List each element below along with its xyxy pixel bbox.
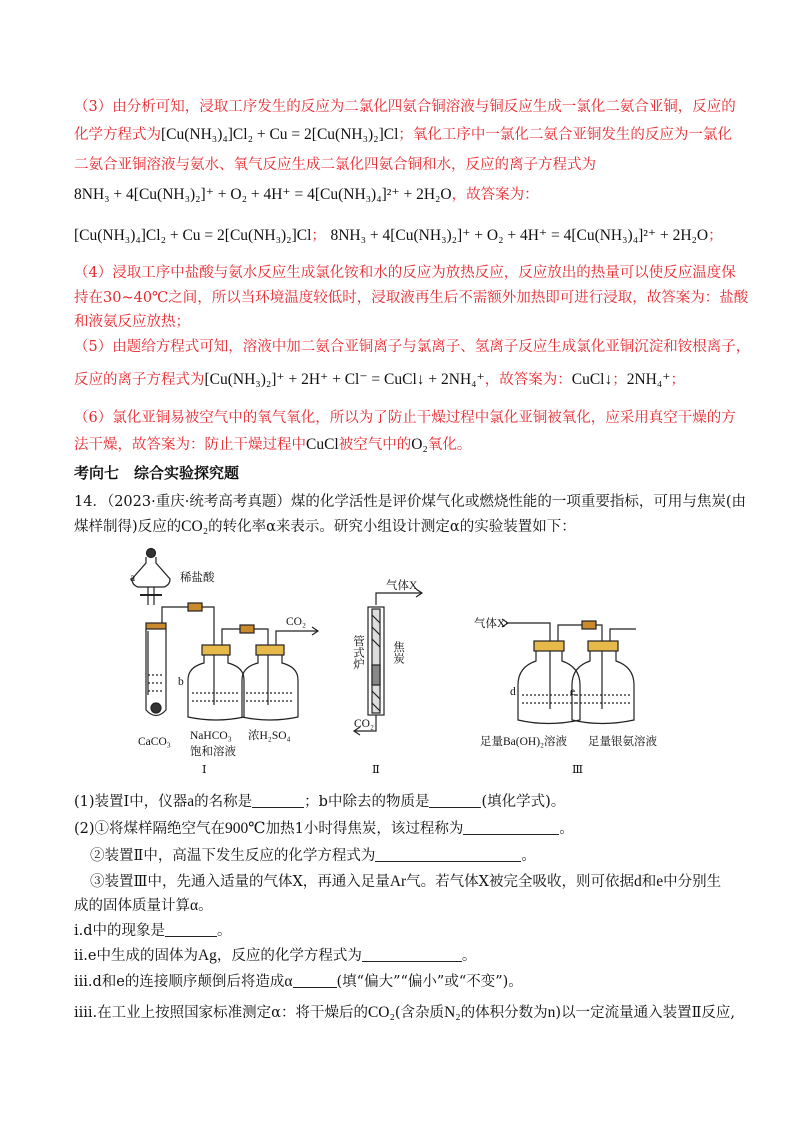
label-roman-2: Ⅱ [372, 764, 380, 776]
answer-p3-line4: 8NH₃ + 4[Cu(NH₃)₂]⁺ + O₂ + 4H⁺ = 4[Cu(NH₃)₄]²⁺ + 2H₂O，故答案为： [74, 186, 539, 203]
label-roman-3: Ⅲ [572, 764, 584, 776]
answer-blank-1[interactable] [252, 793, 304, 808]
label-d: d [510, 686, 516, 698]
answer-blank-3[interactable] [463, 820, 559, 835]
sub-question-2-3-cont: 成的固体质量计算α。 [74, 897, 213, 914]
sub-question-ii: ii.e中生成的固体为Ag，反应的化学方程式为 。 [74, 947, 477, 964]
label-saturated-solution: 饱和溶液 [190, 746, 236, 758]
label-roman-1: Ⅰ [202, 764, 207, 776]
answer-p6-line1: （6）氯化亚铜易被空气中的氧气氧化，所以为了防止干燥过程中氯化亚铜被氧化，应采用真空干燥的方 [74, 410, 736, 426]
sub-question-2-3: ③装置Ⅲ中，先通入适量的气体X，再通入足量Ar气。若气体X被完全吸收，则可依据d和e中分别生 [90, 873, 722, 890]
label-gas-x-in: 气体X [474, 618, 506, 630]
answer-p3-line5: [Cu(NH₃)₄]Cl₂ + Cu = 2[Cu(NH₃)₂]Cl； 8NH₃ + 4[Cu(NH₃)₂]⁺ + O₂ + 4H⁺ = 4[Cu(NH₃)₄]²⁺ + 2H₂O； [74, 227, 723, 244]
label-e: e [570, 686, 576, 698]
answer-p4-line3: 和液氨反应放热； [74, 314, 190, 330]
label-nahco3: NaHCO₃ [190, 730, 232, 742]
label-tube-furnace: 管式炉 [352, 635, 364, 670]
funnel-stopper-icon [147, 549, 156, 558]
answer-p4-line1: （4）浸取工序中盐酸与氨水反应生成氯化铵和水的反应为放热反应，反应放出的热量可以使反应温度保 [74, 265, 736, 281]
label-gas-x-out: 气体X [386, 580, 418, 592]
sub-question-i: i.d中的现象是 。 [74, 923, 232, 939]
label-conc-h2so4: 浓H₂SO₄ [248, 730, 291, 742]
question-line1: 14．（2023·重庆·统考高考真题）煤的化学活性是评价煤气化或燃烧性能的一项重要指标，可用与焦炭(由 [74, 494, 746, 510]
answer-p6-line2: 法干燥，故答案为：防止干燥过程中CuCl被空气中的O₂氧化。 [74, 436, 472, 453]
answer-blank-4[interactable] [375, 847, 521, 862]
apparatus-figure [118, 545, 657, 780]
answer-p5-line2: 反应的离子方程式为[Cu(NH₃)₂]⁺ + 2H⁺ + Cl⁻ = CuCl↓ + 2NH₄⁺，故答案为：CuCl↓；2NH₄⁺； [74, 371, 685, 388]
label-caco3: CaCO₃ [138, 736, 171, 748]
label-dilute-hcl: 稀盐酸 [180, 572, 215, 584]
question-line2: 煤样制得)反应的CO₂的转化率α来表示。研究小组设计测定α的实验装置如下： [74, 518, 576, 535]
answer-p3-line2: 化学方程式为[Cu(NH₃)₄]Cl₂ + Cu = 2[Cu(NH₃)₂]Cl；氧化工序中一氯化二氨合亚铜发生的反应为一氯化 [74, 126, 732, 143]
label-a: a [130, 572, 136, 584]
sub-question-2-1: (2)①将煤样隔绝空气在900℃加热1小时得焦炭，该过程称为 。 [74, 820, 574, 837]
section-heading: 考向七 综合实验探究题 [74, 464, 240, 482]
sub-question-iiii: iiii.在工业上按照国家标准测定α：将干燥后的CO₂(含杂质N₂的体积分数为n)以一定流量通入装置Ⅱ反应, [74, 1004, 736, 1021]
answer-p4-line2: 持在30~40℃之间，所以当环境温度较低时，浸取液再生后不需额外加热即可进行浸取，故答案为：盐酸 [74, 290, 749, 306]
answer-blank-7[interactable] [293, 973, 337, 988]
sub-question-2-2: ②装置Ⅱ中，高温下发生反应的化学方程式为 。 [90, 848, 536, 864]
sub-question-iii: iii.d和e的连接顺序颠倒后将造成α (填“偏大”“偏小”或“不变”)。 [74, 973, 523, 990]
answer-blank-2[interactable] [429, 793, 481, 808]
label-co2-in: CO₂ [354, 718, 374, 730]
label-co2-out: CO₂ [286, 616, 306, 628]
answer-p3-line3: 二氨合亚铜溶液与氨水、氧气反应生成二氯化四氨合铜和水，反应的离子方程式为 [74, 157, 596, 173]
label-coke: 焦炭 [392, 641, 404, 664]
answer-blank-6[interactable] [362, 947, 462, 962]
sub-question-1: (1)装置Ⅰ中，仪器a的名称是 ；b中除去的物质是 (填化学式)。 [74, 793, 566, 810]
answer-blank-5[interactable] [165, 922, 217, 937]
answer-p5-line1: （5）由题给方程式可知，溶液中加二氨合亚铜离子与氯离子、氢离子反应生成氯化亚铜沉淀和铵根离子， [74, 339, 751, 355]
answer-p3-line1: （3）由分析可知，浸取工序发生的反应为二氯化四氨合铜溶液与铜反应生成一氯化二氨合亚铜，反应的 [74, 99, 736, 115]
label-silver-ammonia: 足量银氨溶液 [588, 736, 657, 748]
label-baoh2: 足量Ba(OH)₂溶液 [480, 736, 568, 748]
label-b: b [178, 676, 184, 688]
